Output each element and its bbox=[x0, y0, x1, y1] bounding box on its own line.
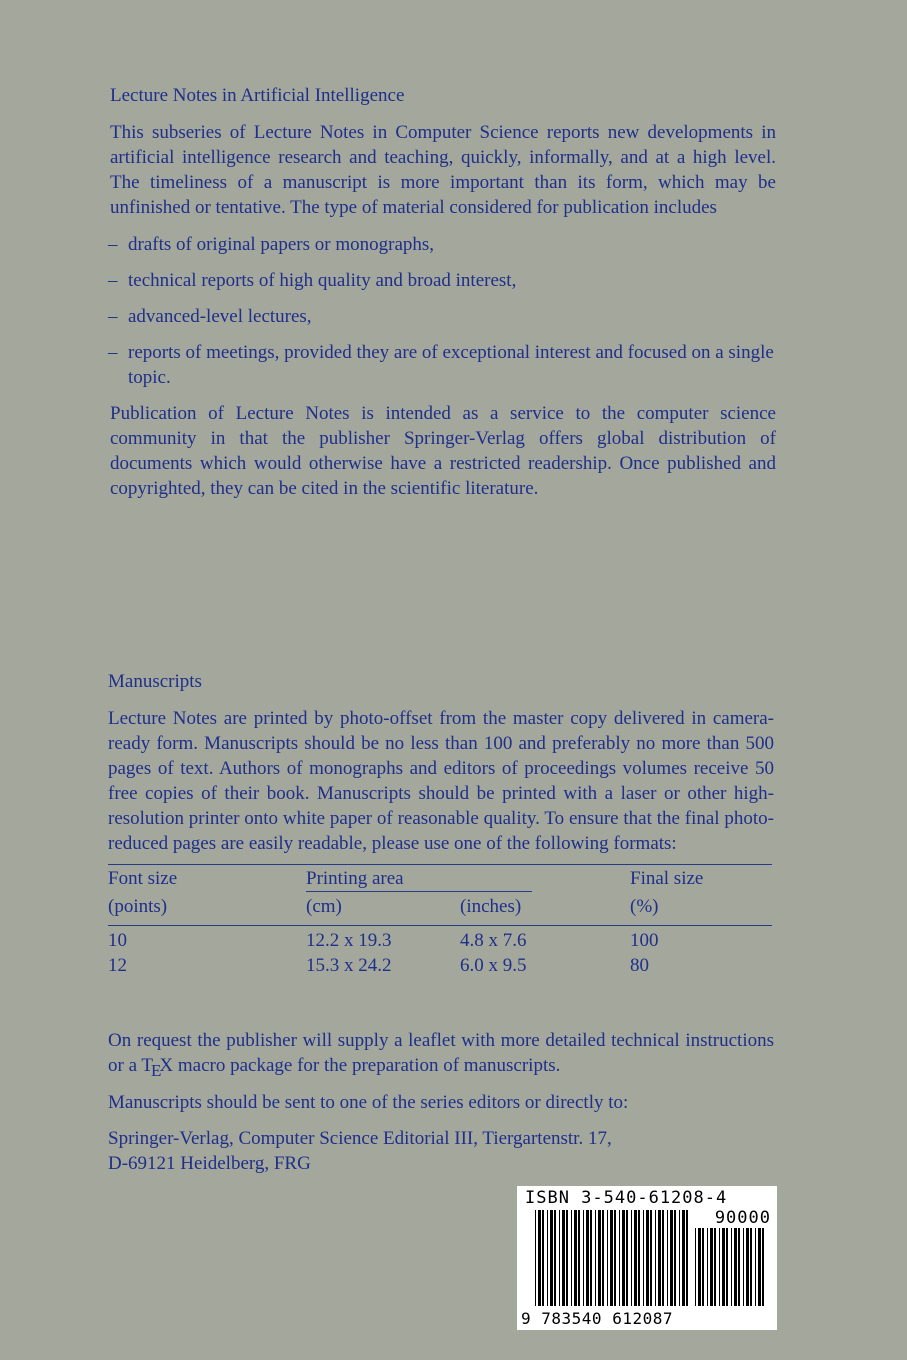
manuscripts-heading: Manuscripts bbox=[108, 671, 202, 692]
table-header-cell: (inches) bbox=[460, 896, 522, 917]
series-heading: Lecture Notes in Artificial Intelligence bbox=[110, 85, 405, 106]
address-line: D-69121 Heidelberg, FRG bbox=[108, 1153, 311, 1174]
table-header-cell: (%) bbox=[630, 896, 659, 917]
ean-barcode-bars bbox=[535, 1210, 691, 1306]
printing-area-rule bbox=[306, 891, 532, 892]
list-item: – reports of meetings, provided they are of exceptional interest and focused on a single topic. bbox=[108, 342, 774, 388]
table-header-cell: Font size bbox=[108, 868, 178, 889]
manuscripts-body: Lecture Notes are printed by photo-offset from the master copy delivered in camera-ready form. Manuscripts should be no less than 100 and preferably no more than 500 pages of text. Authors of monographs and editors of proceedings volumes receive 50 free copies of their book. Manuscripts should be printed with a laser or other high-resolution printer onto white paper of reasonable quality. To ensure that the final photo-reduced pages are easily readable, please use one of the following formats: bbox=[108, 708, 774, 854]
formats-table bbox=[108, 864, 772, 978]
list-item: – technical reports of high quality and broad interest, bbox=[108, 270, 517, 291]
table-cell: 12 bbox=[108, 955, 127, 976]
bullet-dash: – bbox=[108, 342, 118, 363]
price-code-text: 90000 bbox=[714, 1208, 771, 1228]
ean-text: 9 783540 612087 bbox=[521, 1309, 673, 1328]
send-paragraph: Manuscripts should be sent to one of the series editors or directly to: bbox=[108, 1092, 629, 1113]
bullet-dash: – bbox=[108, 234, 118, 255]
table-row bbox=[108, 953, 772, 978]
table-header-cell: (cm) bbox=[306, 896, 342, 917]
tex-logo-e: E bbox=[151, 1061, 162, 1080]
manuscripts-section bbox=[108, 670, 774, 978]
isbn-text: ISBN 3-540-61208-4 bbox=[525, 1188, 728, 1208]
address-line: Springer-Verlag, Computer Science Editorial III, Tiergartenstr. 17, bbox=[108, 1128, 612, 1149]
material-list bbox=[108, 232, 778, 390]
list-item: – drafts of original papers or monographs, bbox=[108, 234, 435, 255]
table-cell: 100 bbox=[630, 930, 659, 951]
publisher-address bbox=[108, 1126, 612, 1176]
table-cell: 6.0 x 9.5 bbox=[460, 955, 527, 976]
table-cell: 12.2 x 19.3 bbox=[306, 930, 392, 951]
table-cell: 15.3 x 24.2 bbox=[306, 955, 392, 976]
table-cell: 10 bbox=[108, 930, 127, 951]
table-header-cell: (points) bbox=[108, 896, 168, 917]
bullet-dash: – bbox=[108, 270, 118, 291]
table-row bbox=[108, 928, 772, 953]
table-header-cell: Final size bbox=[630, 868, 704, 889]
table-header-row bbox=[108, 893, 772, 921]
request-paragraph: On request the publisher will supply a leaflet with more detailed technical instructions or a TEX macro package for the preparation of manuscripts. bbox=[108, 1030, 774, 1080]
table-header-cell: Printing area bbox=[306, 868, 404, 889]
price-barcode-bars bbox=[695, 1228, 769, 1306]
list-item: – advanced-level lectures, bbox=[108, 306, 312, 327]
publication-paragraph: Publication of Lecture Notes is intended as a service to the computer science community in that the publisher Springer-Verlag offers global distribution of documents which would otherwise have a restricted readership. Once published and copyrighted, they can be cited in the scientific literature. bbox=[110, 403, 776, 499]
isbn-barcode bbox=[517, 1186, 777, 1330]
series-intro: This subseries of Lecture Notes in Computer Science reports new developments in artificial intelligence research and teaching, quickly, informally, and at a high level. The timeliness of a manuscript is more important than its form, which may be unfinished or tentative. The type of material considered for publication includes bbox=[110, 122, 776, 218]
table-header-cell bbox=[460, 865, 630, 893]
table-header-row bbox=[108, 865, 772, 893]
series-section bbox=[108, 84, 778, 501]
table-cell: 80 bbox=[630, 955, 649, 976]
bullet-dash: – bbox=[108, 306, 118, 327]
table-cell: 4.8 x 7.6 bbox=[460, 930, 527, 951]
